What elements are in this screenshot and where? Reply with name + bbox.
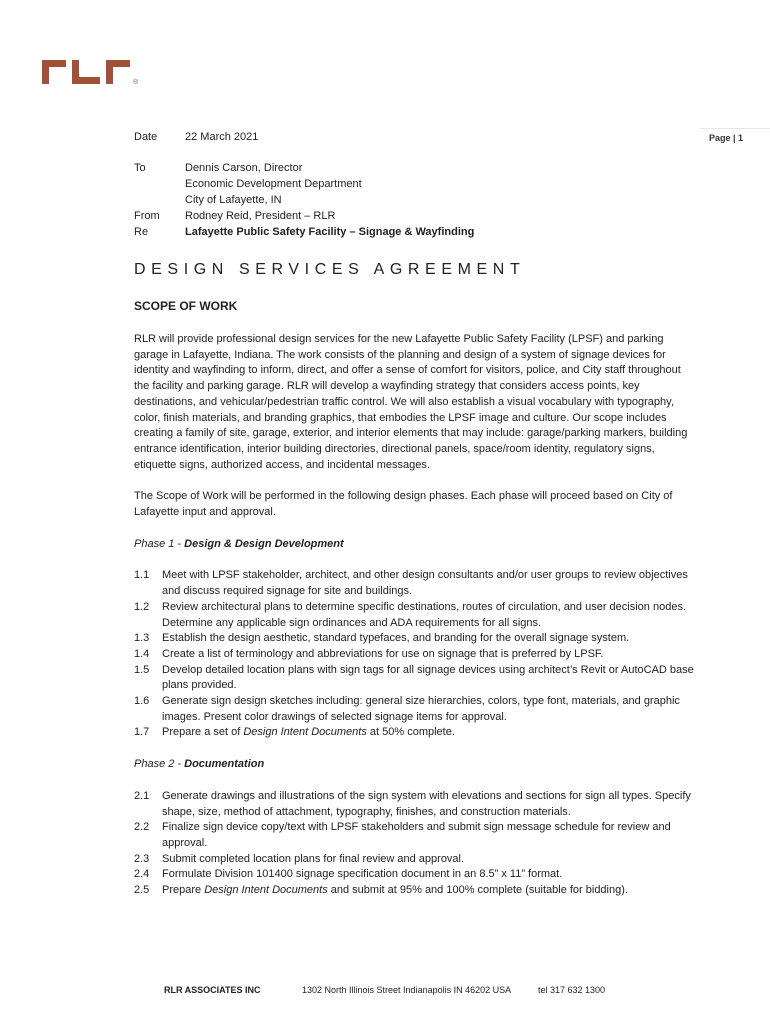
- item-number: 1.2: [134, 600, 150, 613]
- date-label: Date: [134, 131, 158, 143]
- phase-2-list: [134, 789, 694, 899]
- item-number: 1.5: [134, 663, 150, 676]
- page-number: Page | 1: [709, 133, 744, 143]
- phase-name: Design & Design Development: [184, 537, 344, 550]
- logo-r2-shape: [106, 60, 130, 84]
- footer-address: 1302 North Illinois Street Indianapolis IN 46202 USA: [302, 985, 512, 995]
- item-text: Submit completed location plans for final review and approval.: [162, 852, 465, 865]
- intro-paragraph: The Scope of Work will be performed in the following design phases. Each phase will proceed based on City of Lafayette input and approval.: [134, 490, 673, 519]
- re-label: Re: [134, 226, 149, 238]
- document-body: [134, 332, 694, 899]
- list-item: [134, 852, 694, 868]
- rlr-logo: [42, 58, 142, 86]
- memo-header: [134, 129, 694, 240]
- document-title: DESIGN SERVICES AGREEMENT: [134, 261, 526, 278]
- item-number: 1.4: [134, 647, 150, 660]
- to-label: To: [134, 162, 146, 174]
- item-text: Create a list of terminology and abbreviations for use on signage that is preferred by LPSF.: [162, 647, 604, 660]
- page-footer: [164, 985, 605, 995]
- memo-to-row: [134, 160, 694, 208]
- item-text: Generate sign design sketches including: general size hierarchies, colors, type font, materials, and graphic images. Present color drawings of selected signage items for approval.: [162, 695, 680, 723]
- item-number: 1.6: [134, 695, 150, 708]
- logo-r1-shape: [42, 60, 66, 84]
- date-value: 22 March 2021: [185, 131, 259, 143]
- item-number: 2.3: [134, 852, 150, 865]
- intro-paragraph: RLR will provide professional design services for the new Lafayette Public Safety Facility (LPSF) and parking garage in Lafayette, Indiana. The work consists of the planning and design of a system of signage devices for identity and wayfinding to inform, direct, and offer a sense of comfort for visitors, police, and City staff throughout the facility and parking garage. RLR will develop a wayfinding strategy that considers access points, key destinations, and vehicular/pedestrian traffic control. We will also establish a visual vocabulary with typography, color, finish materials, and branding graphics, that embodies the LPSF image and culture. Our scope includes creating a family of site, garage, exterior, and interior elements that may include: garage/parking markers, building entrance identification, interior building directories, directional panels, space/room identity, regulatory signs, etiquette signs, authorized access, and incidental messages.: [134, 333, 688, 471]
- phase-1-heading: [134, 537, 694, 553]
- phase-1-list: [134, 568, 694, 741]
- list-item: [134, 600, 694, 631]
- item-text: Develop detailed location plans with sign tags for all signage devices using architect’s Revit or AutoCAD base plans provided.: [162, 663, 694, 692]
- page-number-rule: [700, 128, 770, 129]
- item-text: Finalize sign device copy/text with LPSF stakeholders and submit sign message schedule for review and approval.: [162, 821, 671, 849]
- item-text: Review architectural plans to determine specific destinations, routes of circulation, and user decision nodes. Determine any applicable sign ordinances and ADA requirements for all signs.: [162, 600, 686, 629]
- item-text: Establish the design aesthetic, standard typefaces, and branding for the overall signage system.: [162, 632, 630, 645]
- list-item: [134, 725, 694, 741]
- item-number: 2.4: [134, 868, 150, 881]
- to-line: Dennis Carson, Director: [185, 162, 303, 174]
- section-title: SCOPE OF WORK: [134, 299, 238, 313]
- list-item: [134, 647, 694, 663]
- emphasis: Design Intent Documents: [204, 884, 328, 897]
- list-item: [134, 789, 694, 820]
- emphasis: Design Intent Documents: [243, 726, 367, 739]
- to-value: [185, 160, 694, 208]
- list-item: [134, 663, 694, 694]
- item-number: 2.2: [134, 821, 150, 834]
- item-number: 1.3: [134, 632, 150, 645]
- to-line: Economic Development Department: [185, 178, 362, 190]
- logo-l-shape: [72, 60, 100, 84]
- item-number: 1.7: [134, 726, 150, 739]
- memo-re-row: [134, 224, 694, 240]
- memo-date-row: [134, 129, 694, 145]
- item-text: Prepare a set of Design Intent Documents at 50% complete.: [162, 726, 455, 739]
- item-text: Generate drawings and illustrations of the sign system with elevations and sections for sign all types. Specify shape, size, method of attachment, typography, finishes, and construction materials.: [162, 789, 691, 818]
- item-text: Prepare Design Intent Documents and submit at 95% and 100% complete (suitable for bidding).: [162, 884, 628, 897]
- list-item: [134, 883, 694, 899]
- from-value: Rodney Reid, President – RLR: [185, 210, 336, 222]
- registered-mark: ®: [133, 79, 139, 86]
- item-number: 1.1: [134, 569, 150, 582]
- footer-company: RLR ASSOCIATES INC: [164, 985, 261, 995]
- item-number: 2.5: [134, 884, 150, 897]
- phase-name: Documentation: [184, 758, 265, 771]
- item-text: Meet with LPSF stakeholder, architect, and other design consultants and/or user groups to review objectives and discuss required signage for site and buildings.: [162, 569, 688, 598]
- re-value: Lafayette Public Safety Facility – Signage & Wayfinding: [185, 226, 475, 238]
- phase-prefix: Phase 2 -: [134, 758, 185, 771]
- footer-phone: tel 317 632 1300: [538, 985, 606, 995]
- list-item: [134, 867, 694, 883]
- phase-prefix: Phase 1 -: [134, 537, 185, 550]
- phase-2-heading: [134, 757, 694, 773]
- from-label: From: [134, 210, 160, 222]
- list-item: [134, 820, 694, 851]
- memo-from-row: [134, 208, 694, 224]
- list-item: [134, 631, 694, 647]
- list-item: [134, 568, 694, 599]
- to-line: City of Lafayette, IN: [185, 194, 282, 206]
- list-item: [134, 694, 694, 725]
- item-number: 2.1: [134, 789, 150, 802]
- item-text: Formulate Division 101400 signage specification document in an 8.5” x 11” format.: [162, 868, 563, 881]
